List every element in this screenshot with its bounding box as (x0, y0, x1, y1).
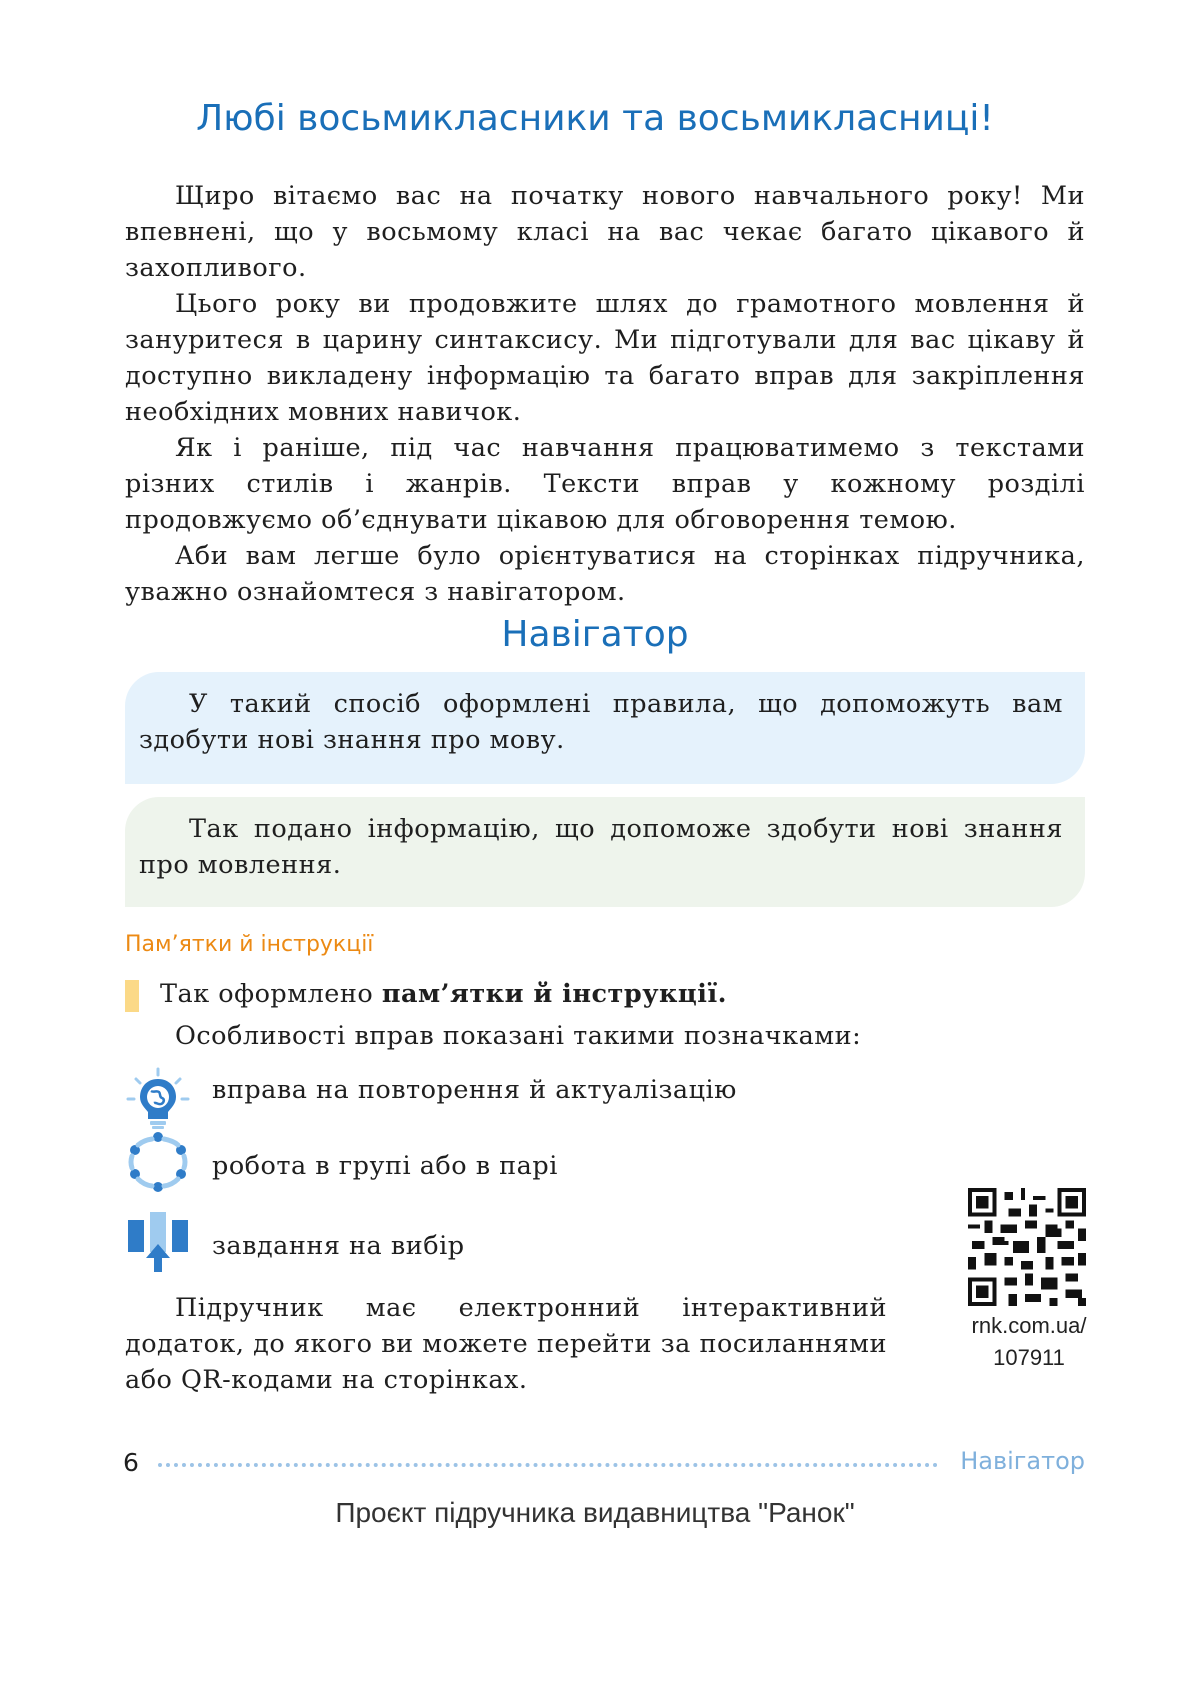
choice-task-icon (126, 1210, 190, 1274)
memo-text (160, 976, 727, 1012)
app-description-text: Підручник має електронний інтерактивний додаток, до якого ви можете перейти за посиланнями або QR-кодами на сторінках. (125, 1293, 887, 1395)
intro-paragraph: Щиро вітаємо вас на початку нового навчального року! Ми впевнені, що у восьмому класі на вас чекає багато цікавого й захопливого. (125, 181, 1085, 283)
intro-paragraph: Аби вам легше було орієнтуватися на сторінках підручника, уважно ознайомтеся з навігатором. (125, 541, 1085, 607)
footer-dotted-rule (158, 1463, 938, 1467)
navigator-heading: Навігатор (501, 614, 689, 655)
memo-label: Пам’ятки й інструкції (125, 932, 374, 957)
rule-box-text: У такий спосіб оформлені правила, що допоможуть вам здобути нові знання про мову. (139, 689, 1063, 755)
feature-label: вправа на повторення й актуалізацію (212, 1075, 737, 1105)
group-work-icon (126, 1130, 190, 1194)
footer-section-name: Навігатор (960, 1447, 1085, 1475)
memo-text-prefix: Так оформлено (160, 979, 382, 1009)
speech-box-text: Так подано інформацію, що допоможе здобути нові знання про мовлення. (139, 814, 1063, 880)
memo-text-bold: пам’ятки й інструкції. (381, 979, 728, 1009)
qr-code[interactable] (968, 1188, 1086, 1306)
publisher-note: Проєкт підручника видавництва "Ранок" (335, 1497, 855, 1528)
intro-text (125, 178, 1085, 610)
qr-caption-code: 107911 (993, 1345, 1065, 1370)
qr-caption-link: rnk.com.ua/ (971, 1313, 1087, 1338)
qr-caption (955, 1310, 1103, 1374)
speech-example-box (125, 797, 1085, 907)
memo-marker-bar (125, 980, 139, 1012)
page-title: Любі восьмикласники та восьмикласниці! (196, 98, 994, 139)
lightbulb-globe-icon (126, 1067, 190, 1131)
features-intro: Особливості вправ показані такими позначками: (175, 1021, 862, 1051)
rule-example-box (125, 672, 1085, 784)
intro-paragraph: Цього року ви продовжите шлях до грамотного мовлення й зануритеся в царину синтаксису. Ми підготували для вас цікаву й доступно викладену інформацію та багато вправ для закріплення необхідних мовних навичок. (125, 289, 1085, 427)
intro-paragraph: Як і раніше, під час навчання працюватимемо з текстами різних стилів і жанрів. Тексти вправ у кожному розділі продовжуємо об’єднувати цікавою для обговорення темою. (125, 433, 1085, 535)
page-number: 6 (123, 1448, 139, 1477)
app-description (125, 1290, 887, 1398)
feature-label: робота в групі або в парі (212, 1151, 558, 1181)
feature-label: завдання на вибір (212, 1231, 465, 1261)
